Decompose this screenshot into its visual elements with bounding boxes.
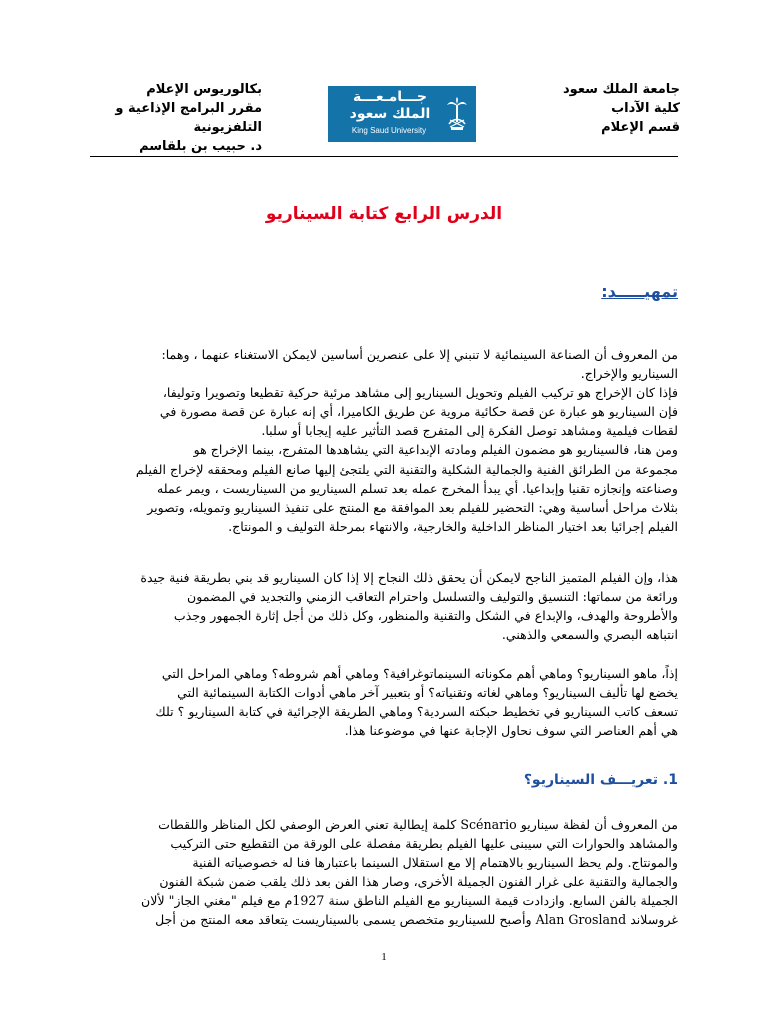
- paragraph-line: والمونتاج. ولم يحظ السيناريو بالاهتمام إلا مع استقلال السينما باعتبارها فنا له خصوصياته الفنية: [192, 855, 678, 871]
- university-header: [510, 80, 680, 137]
- section-heading-definition: 1. تعريـــف السيناريو؟: [523, 772, 678, 788]
- paragraph-line: السيناريو والإخراج.: [580, 366, 678, 382]
- paragraph-line: مجموعة من الطرائق الفنية والجمالية الشكلية والتقنية التي يلتجئ إليها صانع الفيلم ومحققه لإخراج الفيلم: [135, 461, 678, 477]
- paragraph-line: والأطروحة والهدف، والإبداع في الشكل والتقنية والمنظور، وكل ذلك من أجل إثارة الجمهور وجذب: [173, 608, 678, 624]
- paragraph-line: ومن هنا، فالسيناريو هو مضمون الفيلم ومادته الإبداعية التي يشاهدها المتفرج، بينما الإخراج هو: [193, 442, 678, 458]
- palm-swords-emblem-icon: [446, 96, 468, 130]
- intro-heading: تمهيـــــد:: [601, 282, 678, 301]
- paragraph-line: هي أهم العناصر التي سوف نحاول الإجابة عنها في موضوعنا هذا.: [344, 723, 678, 739]
- paragraph-line: فإذا كان الإخراج هو تركيب الفيلم وتحويل السيناريو إلى مشاهد مرئية حركية تقطيعا وتصويرا وتوليفا،: [162, 385, 678, 401]
- paragraph-line: ورائعة من سماتها: التنسيق والتوليف والتسلسل واحترام التعاقب الزمني والتجديد في المضمون: [186, 589, 678, 605]
- ksu-logo: [328, 86, 476, 142]
- paragraph-questions: [90, 664, 678, 740]
- lesson-title: الدرس الرابع كتابة السيناريو: [265, 204, 503, 224]
- paragraph-line: يخضع لها تأليف السيناريو؟ وماهي لغاته وتقنياته؟ أو بتعبير آخر ماهي أدوات الكتابة السينمائية التي: [177, 685, 678, 701]
- paragraph-line: هذا، وإن الفيلم المتميز الناجح لايمكن أن يحقق ذلك النجاح إلا إذا كان السيناريو قد بني بطريقة فنية جيدة: [140, 570, 678, 585]
- header-instructor-name: د. حبيب بن بلقاسم: [139, 139, 262, 154]
- header-department-name: قسم الإعلام: [601, 120, 680, 135]
- header-university-name: جامعة الملك سعود: [563, 82, 680, 97]
- paragraph-definition: [90, 815, 678, 930]
- paragraph-line: تسعف كاتب السيناريو في تخطيط حبكته السردية؟ وماهي الطريقة الإجرائية في كتابة السيناريو ؟ تلك: [155, 704, 678, 720]
- header-divider: [90, 156, 678, 157]
- paragraph-line: وصناعته وإنجازه تقنيا وإبداعيا. أي يبدأ المخرج عمله بعد تسلم السيناريو من السيناريست ، ويمر عمله: [157, 480, 678, 496]
- header-course-name: مقرر البرامج الإذاعية و التلفزيونية: [115, 101, 262, 135]
- course-header: [62, 80, 262, 156]
- paragraph-line: من المعروف أن لفظة سيناريو Scénario كلمة إيطالية تعني العرض الوصفي لكل المناظر واللقطات: [158, 817, 678, 832]
- paragraph-intro: [90, 345, 678, 536]
- paragraph-successful-film: [90, 568, 678, 644]
- paragraph-line: إذاً، ماهو السيناريو؟ وماهي أهم مكوناته السينماتوغرافية؟ وماهي أهم شروطه؟ وماهي المراحل التي: [161, 666, 678, 681]
- header-faculty-name: كلية الآداب: [611, 101, 680, 116]
- logo-english-text: King Saud University: [351, 126, 427, 135]
- page-number: 1: [381, 951, 387, 963]
- paragraph-line: الفيلم إجرائيا بعد اختيار المناظر الداخلية والخارجية، والانتهاء بمرحلة التوليف و المونتاج.: [228, 518, 678, 534]
- paragraph-line: لقطات فيلمية ومشاهد توصل الفكرة إلى المتفرج قصد التأثير عليه إيجابا أو سلبا.: [261, 423, 678, 439]
- header-program-name: بكالوريوس الإعلام: [146, 82, 262, 97]
- paragraph-line: بثلاث مراحل أساسية وهي: التحضير للفيلم بعد الموافقة مع المنتج على تنفيذ السيناريو وتمويله، وتصوير: [147, 499, 678, 515]
- paragraph-line: والمشاهد والحوارات التي سيبنى عليها الفيلم بطريقة مفصلة على الورقة من التقطيع حتى التركيب: [170, 836, 678, 852]
- paragraph-line: من المعروف أن الصناعة السينمائية لا تنبني إلا على عنصرين أساسين لايمكن الاستغناء عنهما ، وهما:: [161, 347, 678, 362]
- paragraph-line: انتباهه البصري والسمعي والذهني.: [501, 627, 678, 643]
- paragraph-line: غروسلاند Alan Grosland وأصبح للسيناريو متخصص يسمى بالسيناريست يتعاقد معه المنتج من أجل: [155, 912, 678, 928]
- logo-arabic-text: جـــامـعـــة الملك سعود: [349, 89, 431, 122]
- paragraph-line: الجميلة بالفن السابع. وازدادت قيمة السيناريو مع الفيلم الناطق سنة 1927م مع فيلم "مغني الجاز" لألان: [141, 893, 678, 909]
- paragraph-line: فإن السيناريو هو عبارة عن قصة حكائية مروية عن طريق الكاميرا، أي إنه عبارة عن قصة مصورة في: [159, 404, 678, 420]
- paragraph-line: والجمالية والتقنية على غرار الفنون الجميلة الأخرى، وصار هذا الفن بعد ذلك يلقب ضمن شبكة الفنون: [159, 874, 678, 890]
